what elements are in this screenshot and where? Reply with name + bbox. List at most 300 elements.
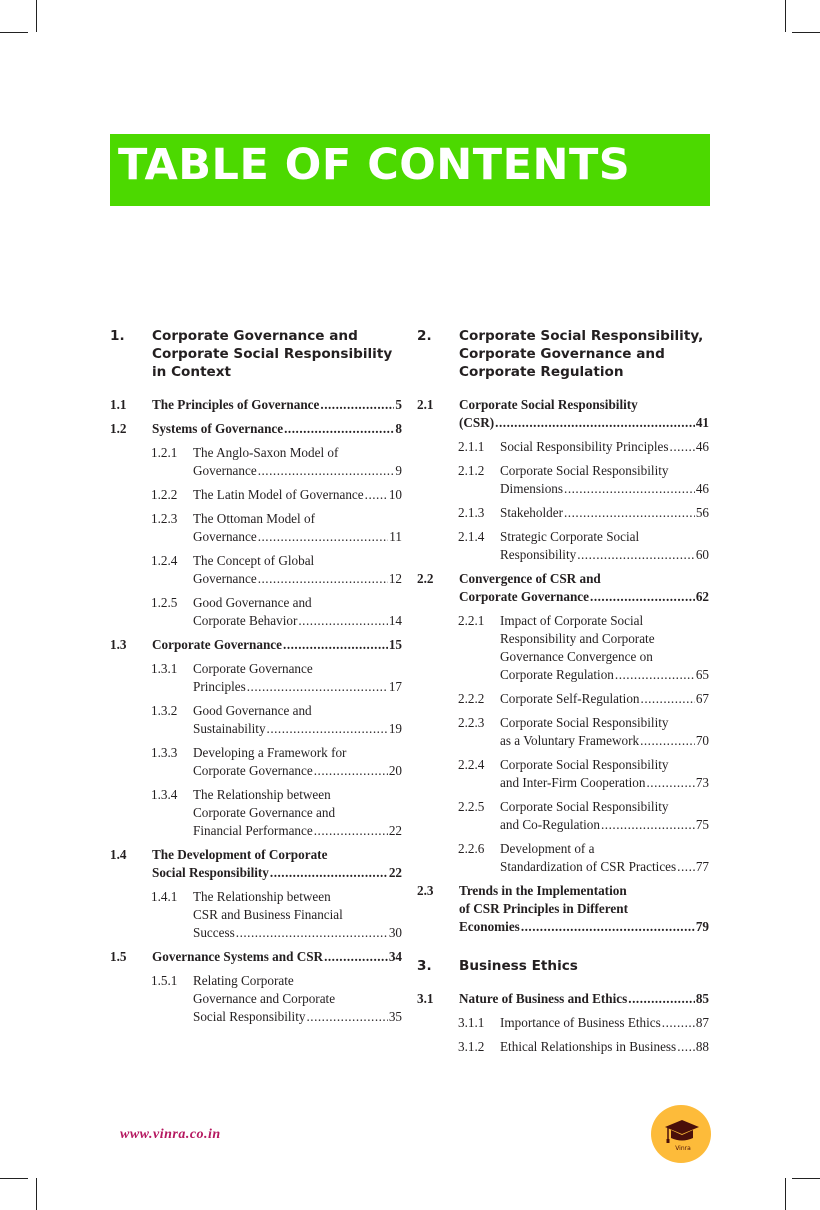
entry-title-text: Corporate Behavior <box>193 613 298 628</box>
toc-entry[interactable] <box>417 504 709 522</box>
entry-number: 2.2.3 <box>458 715 485 730</box>
toc-entry[interactable] <box>417 570 709 606</box>
dot-leader <box>640 732 695 750</box>
entry-title-line <box>459 414 709 432</box>
entry-title <box>500 1038 709 1056</box>
toc-entry[interactable] <box>110 888 402 942</box>
dot-leader <box>662 1014 695 1032</box>
entry-title-line <box>500 648 709 666</box>
dot-leader <box>247 678 388 696</box>
entry-title-line <box>500 666 709 684</box>
entry-number: 1.3.3 <box>151 745 178 760</box>
entry-number: 2.2.5 <box>458 799 485 814</box>
entry-title-line <box>193 762 402 780</box>
entry-number: 2.1.4 <box>458 529 485 544</box>
entry-title-line <box>152 846 402 864</box>
entry-title-line <box>500 732 709 750</box>
entry-number: 1.4 <box>110 847 127 862</box>
entry-title-text: Corporate Governance and <box>193 805 336 820</box>
toc-entry[interactable] <box>417 990 709 1008</box>
entry-title-text: Governance <box>193 529 257 544</box>
dot-leader <box>314 762 388 780</box>
entry-number: 1.2.1 <box>151 445 178 460</box>
entry-title-text: Corporate Self-Regulation <box>500 691 640 706</box>
website-link[interactable]: www.vinra.co.in <box>120 1127 221 1142</box>
entry-number: 1.2.4 <box>151 553 178 568</box>
graduation-cap-logo-icon <box>651 1105 711 1163</box>
entry-number: 1.1 <box>110 397 127 412</box>
entry-title-line <box>193 612 402 630</box>
entry-title <box>193 510 402 546</box>
dot-leader <box>615 666 695 684</box>
dot-leader <box>564 504 695 522</box>
entry-title-text: Corporate Social Responsibility <box>500 463 669 478</box>
entry-title-text: and Inter-Firm Cooperation <box>500 775 646 790</box>
entry-title <box>500 438 709 456</box>
entry-title-text: as a Voluntary Framework <box>500 733 640 748</box>
page-number: 75 <box>695 817 709 832</box>
entry-title <box>193 888 402 942</box>
entry-number: 2.2 <box>417 571 434 586</box>
entry-title-line <box>193 990 402 1008</box>
toc-entry[interactable] <box>110 846 402 882</box>
entry-number: 3.1.1 <box>458 1015 485 1030</box>
entry-title <box>193 486 402 504</box>
page-title: TABLE OF CONTENTS <box>118 140 631 190</box>
entry-title-text: Responsibility and Corporate <box>500 631 655 646</box>
entry-title-text: Governance and Corporate <box>193 991 336 1006</box>
entry-title-line <box>152 396 402 414</box>
entry-title-text: Economies <box>459 919 520 934</box>
entry-title-text: Financial Performance <box>193 823 313 838</box>
entry-title-text: of CSR Principles in Different <box>459 901 628 916</box>
page-number: 10 <box>388 487 402 502</box>
dot-leader <box>495 414 695 432</box>
entry-title-line <box>193 1008 402 1026</box>
page-number: 46 <box>695 439 709 454</box>
toc-entry[interactable] <box>110 486 402 504</box>
entry-number: 1.2.5 <box>151 595 178 610</box>
entry-number: 1.3.4 <box>151 787 178 802</box>
toc-entry[interactable] <box>110 972 402 1026</box>
dot-leader <box>590 588 695 606</box>
dot-leader <box>641 690 695 708</box>
page-number: 19 <box>388 721 402 736</box>
dot-leader <box>677 858 695 876</box>
dot-leader <box>564 480 695 498</box>
dot-leader <box>284 420 394 438</box>
dot-leader <box>306 1008 387 1026</box>
entry-title-line <box>152 327 402 345</box>
dot-leader <box>314 822 388 840</box>
toc-entry[interactable] <box>110 636 402 654</box>
entry-title-text: Corporate Governance <box>152 637 283 652</box>
entry-title-line <box>500 816 709 834</box>
entry-title-line <box>459 588 709 606</box>
dot-leader <box>258 462 395 480</box>
dot-leader <box>298 612 387 630</box>
entry-title-line <box>152 420 402 438</box>
entry-title-line <box>193 510 402 528</box>
toc-column-right <box>417 327 709 1062</box>
entry-title-line <box>193 786 402 804</box>
entry-title-text: Governance Convergence on <box>500 649 653 664</box>
entry-title-text: Sustainability <box>193 721 266 736</box>
entry-title-line <box>459 918 709 936</box>
entry-title-line <box>459 345 709 363</box>
entry-number: 3. <box>417 958 432 974</box>
page-number: 73 <box>695 775 709 790</box>
page-number: 22 <box>388 865 402 880</box>
toc-column-left <box>110 327 402 1032</box>
entry-title-line <box>459 990 709 1008</box>
entry-title-text: Corporate Governance and <box>459 346 665 362</box>
entry-number: 1.3.1 <box>151 661 178 676</box>
entry-title-text: Convergence of CSR and <box>459 571 601 586</box>
page-number: 41 <box>695 415 709 430</box>
chapter-heading <box>110 327 402 381</box>
entry-title-line <box>193 594 402 612</box>
entry-title-line <box>193 888 402 906</box>
toc-entry[interactable] <box>110 594 402 630</box>
entry-title-line <box>193 528 402 546</box>
page-number: 17 <box>388 679 402 694</box>
page-number: 88 <box>695 1039 709 1054</box>
entry-title-line <box>500 1038 709 1056</box>
crop-mark <box>36 1178 37 1210</box>
entry-title-text: Strategic Corporate Social <box>500 529 640 544</box>
entry-title-line <box>459 570 709 588</box>
page-number: 30 <box>388 925 402 940</box>
page-number: 60 <box>695 547 709 562</box>
crop-mark <box>36 0 37 32</box>
entry-title <box>500 612 709 684</box>
entry-title-line <box>193 906 402 924</box>
entry-title <box>459 570 709 606</box>
toc-entry[interactable] <box>417 798 709 834</box>
entry-title-text: Developing a Framework for <box>193 745 347 760</box>
entry-number: 2.1.3 <box>458 505 485 520</box>
entry-title <box>193 972 402 1026</box>
entry-title-text: The Anglo-Saxon Model of <box>193 445 339 460</box>
crop-mark <box>792 1178 820 1179</box>
entry-title <box>152 327 402 381</box>
entry-title <box>500 798 709 834</box>
page-number: 70 <box>695 733 709 748</box>
dot-leader <box>258 528 389 546</box>
entry-title-line <box>500 630 709 648</box>
entry-number: 1.2.3 <box>151 511 178 526</box>
page-number: 67 <box>695 691 709 706</box>
entry-number: 1.5 <box>110 949 127 964</box>
page-number: 79 <box>695 919 709 934</box>
entry-title-line <box>193 822 402 840</box>
toc-entry[interactable] <box>110 702 402 738</box>
dot-leader <box>670 438 695 456</box>
entry-title-text: Corporate Governance <box>193 763 313 778</box>
entry-title-line <box>500 438 709 456</box>
entry-title-text: Corporate Social Responsibility <box>500 757 669 772</box>
entry-title <box>500 462 709 498</box>
entry-title-line <box>193 804 402 822</box>
title-banner <box>110 134 710 206</box>
entry-title-line <box>152 363 402 381</box>
toc-entry[interactable] <box>110 948 402 966</box>
entry-title-line <box>152 636 402 654</box>
entry-title-text: Corporate Regulation <box>500 667 614 682</box>
page-number: 34 <box>388 949 402 964</box>
entry-title-line <box>500 1014 709 1032</box>
entry-title <box>500 840 709 876</box>
entry-title-text: Responsibility <box>500 547 577 562</box>
entry-title-line <box>500 504 709 522</box>
page-number: 35 <box>388 1009 402 1024</box>
toc-entry[interactable] <box>417 1014 709 1032</box>
entry-title-text: Corporate Social Responsibility, <box>459 328 704 344</box>
entry-title-line <box>193 462 402 480</box>
entry-title <box>193 702 402 738</box>
toc-entry[interactable] <box>110 444 402 480</box>
entry-title <box>193 552 402 588</box>
entry-title-line <box>500 714 709 732</box>
entry-title-text: Governance <box>193 463 257 478</box>
page-number: 56 <box>695 505 709 520</box>
entry-number: 2.2.2 <box>458 691 485 706</box>
entry-title-line <box>500 840 709 858</box>
toc-entry[interactable] <box>110 660 402 696</box>
entry-title-text: Ethical Relationships in Business <box>500 1039 677 1054</box>
entry-title-line <box>500 798 709 816</box>
entry-title-line <box>152 345 402 363</box>
entry-title <box>500 690 709 708</box>
entry-title <box>459 957 709 975</box>
dot-leader <box>258 570 388 588</box>
entry-title-text: Principles <box>193 679 246 694</box>
page-number: 46 <box>695 481 709 496</box>
entry-number: 3.1.2 <box>458 1039 485 1054</box>
page-number: 12 <box>388 571 402 586</box>
entry-title-text: Governance Systems and CSR <box>152 949 324 964</box>
dot-leader <box>601 816 695 834</box>
entry-title-text: Success <box>193 925 235 940</box>
entry-number: 3.1 <box>417 991 434 1006</box>
entry-title-line <box>193 444 402 462</box>
entry-title-text: Corporate Social Responsibility <box>500 715 669 730</box>
entry-title-line <box>193 702 402 720</box>
page-number: 11 <box>389 529 402 544</box>
entry-title-line <box>193 486 402 504</box>
dot-leader <box>628 990 695 1008</box>
entry-number: 1. <box>110 328 125 344</box>
dot-leader <box>283 636 388 654</box>
page-number: 62 <box>695 589 709 604</box>
entry-title-text: Corporate Social Responsibility <box>500 799 669 814</box>
toc-entry[interactable] <box>110 510 402 546</box>
entry-title <box>152 846 402 882</box>
crop-mark <box>785 0 786 32</box>
entry-number: 2.3 <box>417 883 434 898</box>
entry-title-line <box>500 480 709 498</box>
entry-title-line <box>459 363 709 381</box>
page-number: 77 <box>695 859 709 874</box>
entry-title-line <box>500 774 709 792</box>
entry-title <box>500 1014 709 1032</box>
entry-title-text: The Relationship between <box>193 889 331 904</box>
entry-title-text: Corporate Regulation <box>459 364 624 380</box>
entry-title <box>193 786 402 840</box>
page-number: 20 <box>388 763 402 778</box>
entry-title-text: Systems of Governance <box>152 421 284 436</box>
page-number: 65 <box>695 667 709 682</box>
dot-leader <box>270 864 388 882</box>
entry-title-text: Good Governance and <box>193 595 312 610</box>
entry-title <box>459 396 709 432</box>
entry-number: 1.5.1 <box>151 973 178 988</box>
dot-leader <box>267 720 388 738</box>
entry-title <box>500 714 709 750</box>
toc-entry[interactable] <box>417 882 709 936</box>
entry-title-text: Impact of Corporate Social <box>500 613 644 628</box>
page-number: 85 <box>695 991 709 1006</box>
dot-leader <box>365 486 388 504</box>
entry-title-text: The Development of Corporate <box>152 847 328 862</box>
entry-title-line <box>193 744 402 762</box>
entry-title-text: Relating Corporate <box>193 973 294 988</box>
toc-entry[interactable] <box>417 1038 709 1056</box>
entry-title <box>152 948 402 966</box>
entry-number: 2. <box>417 328 432 344</box>
toc-entry[interactable] <box>110 396 402 414</box>
toc-entry[interactable] <box>417 840 709 876</box>
entry-number: 2.1 <box>417 397 434 412</box>
entry-title <box>500 528 709 564</box>
dot-leader <box>324 948 388 966</box>
crop-mark <box>785 1178 786 1210</box>
entry-title-text: Social Responsibility Principles <box>500 439 669 454</box>
entry-title-line <box>193 678 402 696</box>
dot-leader <box>320 396 394 414</box>
entry-number: 1.3 <box>110 637 127 652</box>
entry-title <box>193 744 402 780</box>
entry-title-text: Dimensions <box>500 481 564 496</box>
toc-entry[interactable] <box>110 786 402 840</box>
chapter-heading <box>417 957 709 975</box>
entry-number: 2.2.6 <box>458 841 485 856</box>
entry-title-line <box>193 972 402 990</box>
entry-title-line <box>500 546 709 564</box>
entry-title <box>459 327 709 381</box>
toc-entry[interactable] <box>417 528 709 564</box>
dot-leader <box>677 1038 695 1056</box>
entry-title-line <box>193 924 402 942</box>
toc-entry[interactable] <box>417 462 709 498</box>
entry-title-line <box>193 660 402 678</box>
entry-title-text: Business Ethics <box>459 958 578 974</box>
entry-title-line <box>500 858 709 876</box>
dot-leader <box>647 774 695 792</box>
entry-title-text: Trends in the Implementation <box>459 883 627 898</box>
entry-title <box>459 882 709 936</box>
entry-title-text: (CSR) <box>459 415 495 430</box>
page-number: 8 <box>395 421 402 436</box>
entry-title <box>193 660 402 696</box>
entry-title-text: The Principles of Governance <box>152 397 320 412</box>
entry-title-text: Nature of Business and Ethics <box>459 991 628 1006</box>
entry-title-text: and Co-Regulation <box>500 817 600 832</box>
toc-entry[interactable] <box>417 612 709 684</box>
entry-title-text: Good Governance and <box>193 703 312 718</box>
toc-entry[interactable] <box>417 438 709 456</box>
toc-entry[interactable] <box>417 396 709 432</box>
entry-title-line <box>152 948 402 966</box>
page-number: 87 <box>695 1015 709 1030</box>
dot-leader <box>236 924 388 942</box>
entry-title-line <box>193 570 402 588</box>
toc-entry[interactable] <box>417 714 709 750</box>
entry-title-line <box>152 864 402 882</box>
entry-title-line <box>459 882 709 900</box>
entry-title <box>193 594 402 630</box>
entry-title-line <box>500 612 709 630</box>
entry-title-text: CSR and Business Financial <box>193 907 343 922</box>
entry-title-line <box>193 720 402 738</box>
page-number: 14 <box>388 613 402 628</box>
entry-title-text: Corporate Social Responsibility <box>152 346 393 362</box>
entry-number: 2.1.2 <box>458 463 485 478</box>
crop-mark <box>0 32 28 33</box>
crop-mark <box>792 32 820 33</box>
entry-title-line <box>500 528 709 546</box>
toc-entry[interactable] <box>417 756 709 792</box>
entry-title-line <box>459 327 709 345</box>
entry-number: 1.4.1 <box>151 889 178 904</box>
entry-title-line <box>459 957 709 975</box>
entry-title <box>500 756 709 792</box>
toc-entry[interactable] <box>110 420 402 438</box>
entry-title-text: Social Responsibility <box>152 865 269 880</box>
page-number: 9 <box>395 463 402 478</box>
entry-title-line <box>500 756 709 774</box>
entry-title-text: The Relationship between <box>193 787 331 802</box>
page-number: 5 <box>395 397 402 412</box>
entry-title-text: Development of a <box>500 841 595 856</box>
entry-title <box>152 396 402 414</box>
entry-title-text: The Latin Model of Governance <box>193 487 364 502</box>
entry-title-text: Social Responsibility <box>193 1009 306 1024</box>
page-number: 22 <box>388 823 402 838</box>
entry-number: 2.2.1 <box>458 613 485 628</box>
entry-number: 1.2.2 <box>151 487 178 502</box>
entry-title-text: Corporate Governance and <box>152 328 358 344</box>
entry-title-text: Standardization of CSR Practices <box>500 859 677 874</box>
entry-number: 2.1.1 <box>458 439 485 454</box>
entry-title-line <box>500 690 709 708</box>
entry-title-text: Corporate Social Responsibility <box>459 397 638 412</box>
entry-title-text: The Ottoman Model of <box>193 511 315 526</box>
crop-mark <box>0 1178 28 1179</box>
toc-entry[interactable] <box>110 552 402 588</box>
entry-number: 1.2 <box>110 421 127 436</box>
toc-entry[interactable] <box>417 690 709 708</box>
entry-title-text: Importance of Business Ethics <box>500 1015 661 1030</box>
entry-title-text: Governance <box>193 571 257 586</box>
entry-title-line <box>459 396 709 414</box>
dot-leader <box>577 546 695 564</box>
toc-entry[interactable] <box>110 744 402 780</box>
entry-title-line <box>193 552 402 570</box>
entry-title-line <box>459 900 709 918</box>
entry-title-text: Stakeholder <box>500 505 563 520</box>
